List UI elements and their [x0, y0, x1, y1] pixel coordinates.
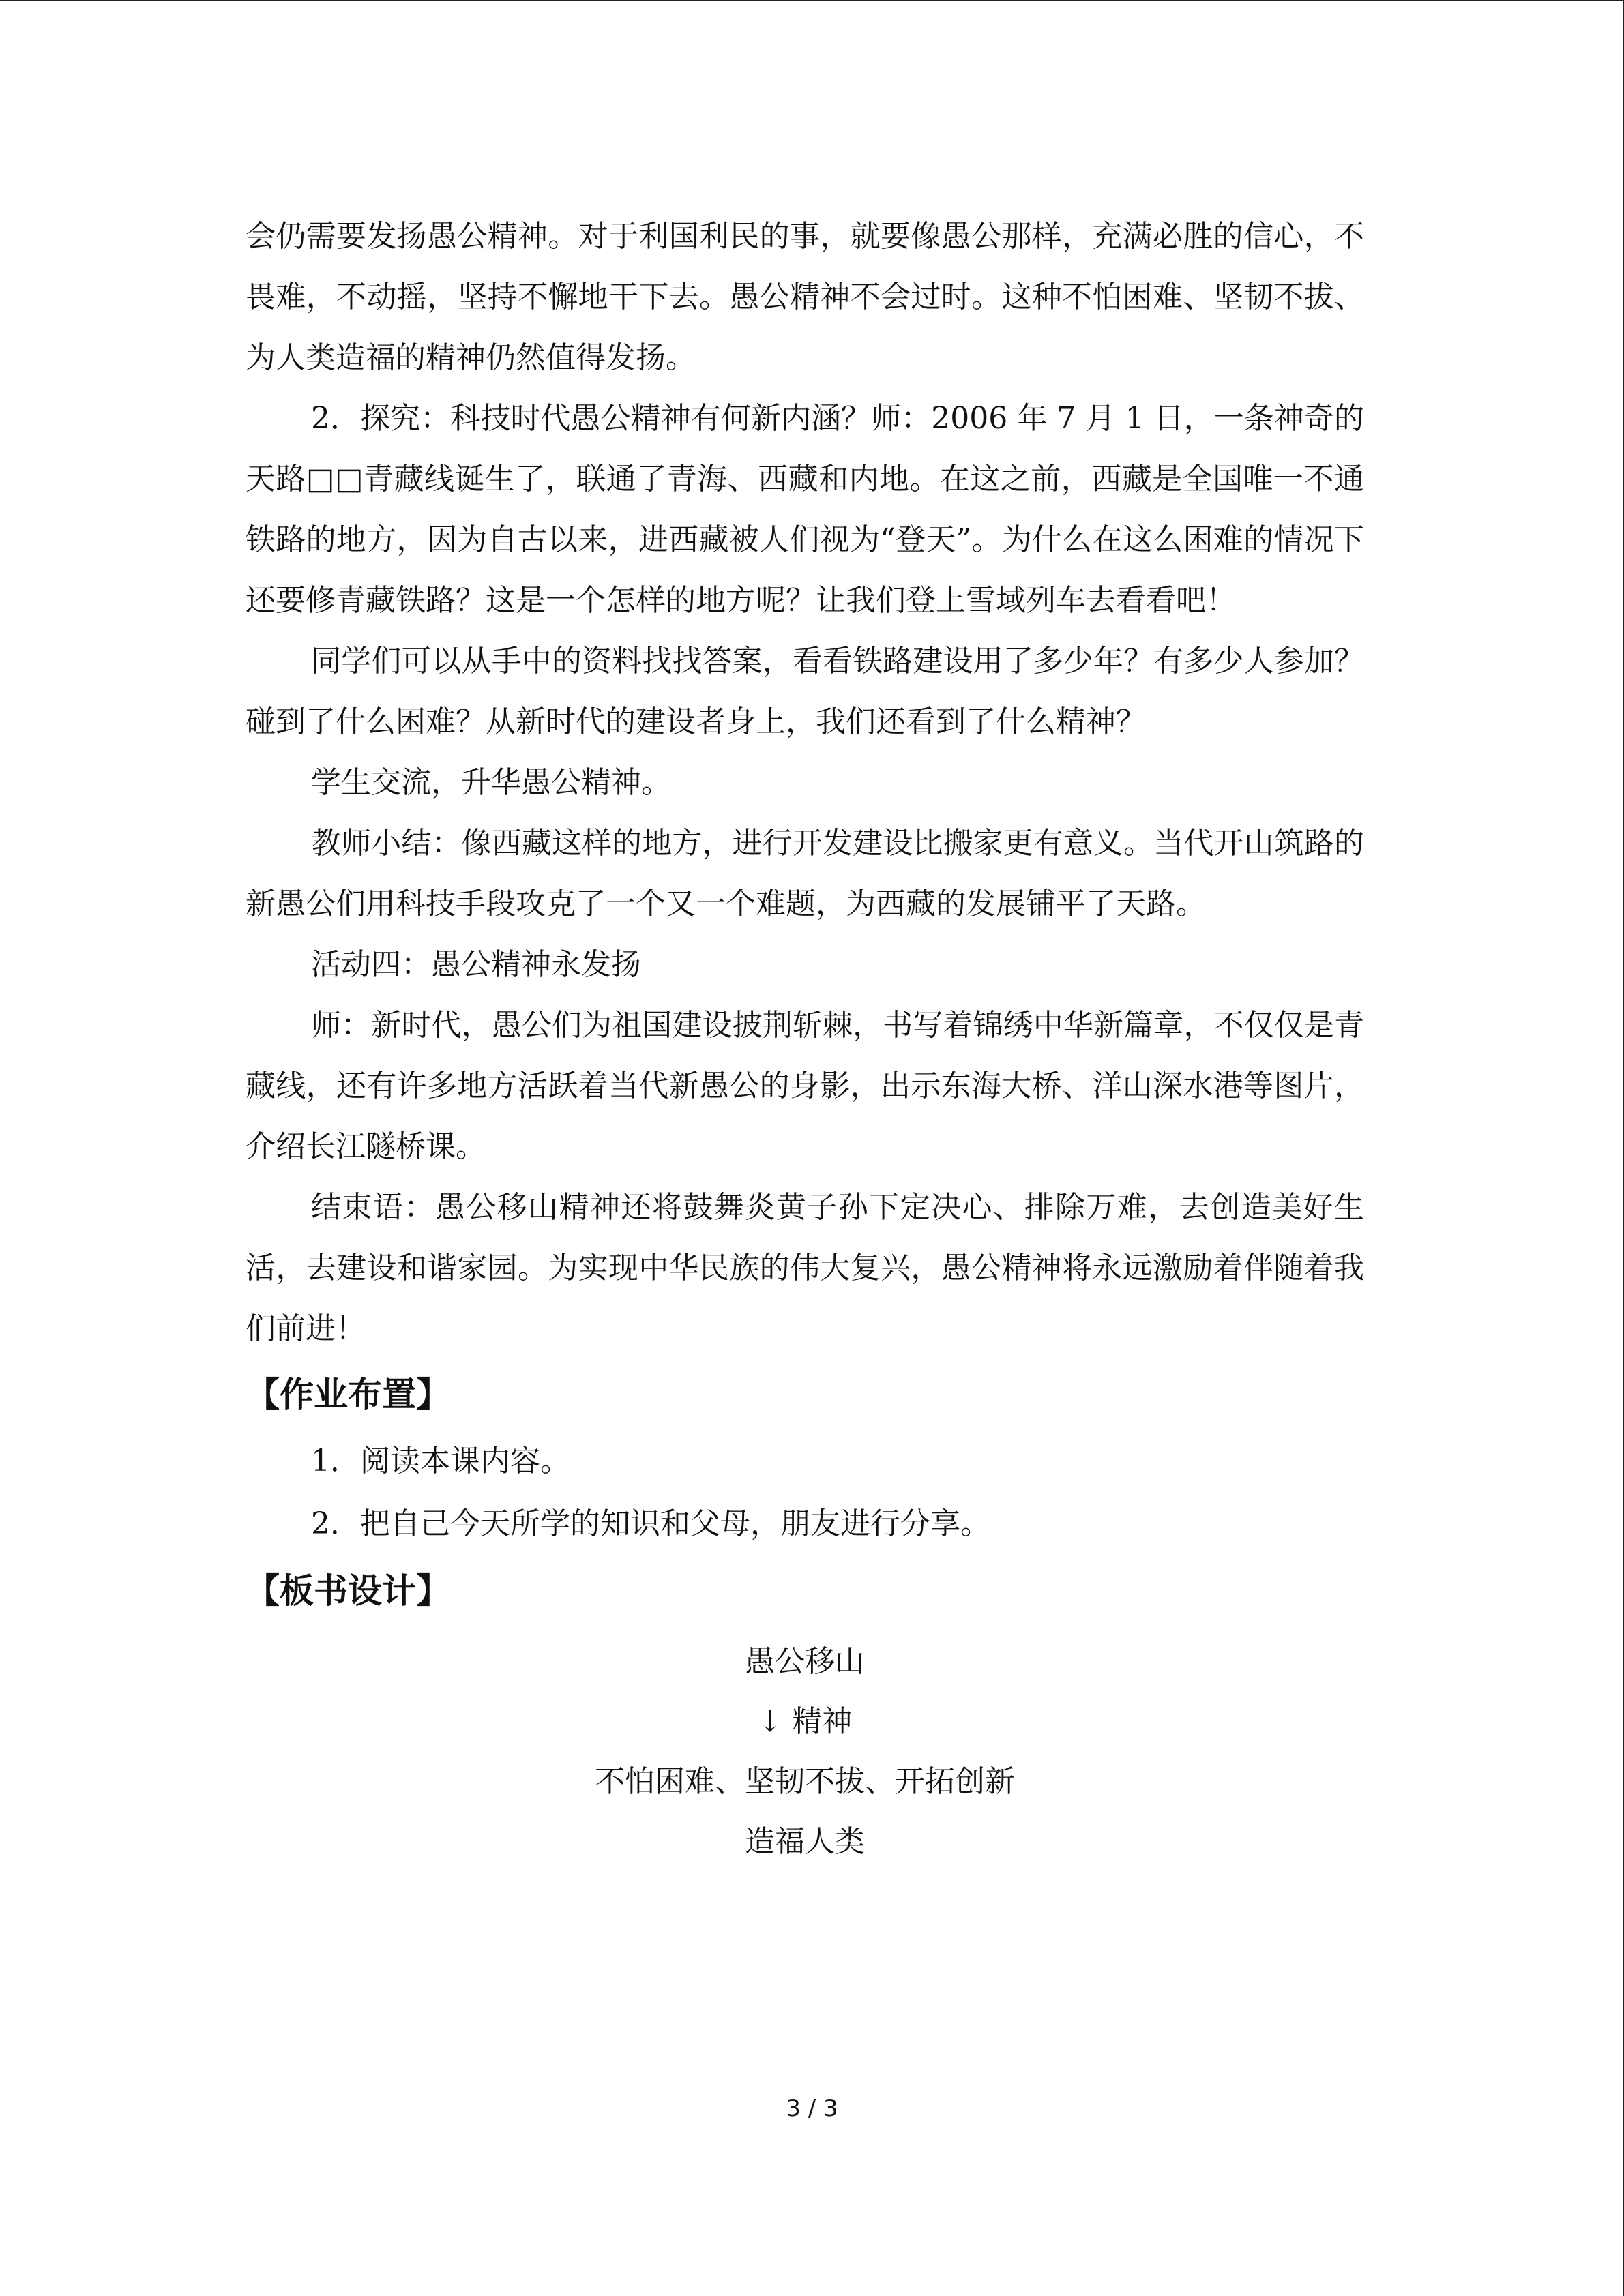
board-spirit-arrow: ↓ 精神	[757, 1704, 853, 1739]
board-design-heading: 【板书设计】	[246, 1571, 450, 1611]
homework-heading: 【作业布置】	[246, 1375, 450, 1414]
board-benefit: 造福人类	[745, 1824, 865, 1859]
board-title: 愚公移山	[745, 1644, 865, 1679]
paragraph-student-exchange: 学生交流，升华愚公精神。	[311, 765, 671, 800]
paragraph-explore-new-meaning: 2．探究：科技时代愚公精神有何新内涵？师：2006 年 7 月 1 日，一条神奇的天路□□青藏线诞生了，联通了青海、西藏和内地。在这之前，西藏是全国唯一不通铁路的地方，因为自古以来，进西藏被人们视为“登天”。为什么在这么困难的情况下还要修青藏铁路？这是一个怎样的地方呢？让我们登上雪域列车去看看吧！	[246, 401, 1364, 618]
document-body	[246, 206, 1364, 1872]
homework-item: 2．把自己今天所学的知识和父母，朋友进行分享。	[311, 1506, 990, 1541]
board-spirit-traits: 不怕困难、坚韧不拔、开拓创新	[595, 1764, 1015, 1799]
paragraph-closing-remarks: 结束语：愚公移山精神还将鼓舞炎黄子孙下定决心、排除万难，去创造美好生活，去建设和谐家园。为实现中华民族的伟大复兴，愚公精神将永远激励着伴随着我们前进！	[246, 1190, 1364, 1346]
page-number: 3 / 3	[786, 2095, 838, 2122]
paragraph-find-answers: 同学们可以从手中的资料找找答案，看看铁路建设用了多少年？有多少人参加？碰到了什么困难？从新时代的建设者身上，我们还看到了什么精神？	[246, 644, 1364, 739]
paragraph-teacher-summary: 教师小结：像西藏这样的地方，进行开发建设比搬家更有意义。当代开山筑路的新愚公们用科技手段攻克了一个又一个难题，为西藏的发展铺平了天路。	[246, 826, 1364, 921]
paragraph-new-era: 师：新时代，愚公们为祖国建设披荆斩棘，书写着锦绣中华新篇章，不仅仅是青藏线，还有许多地方活跃着当代新愚公的身影，出示东海大桥、洋山深水港等图片，介绍长江隧桥课。	[246, 1008, 1364, 1164]
homework-item: 1．阅读本课内容。	[311, 1444, 570, 1478]
board-design	[246, 1632, 1364, 1872]
paragraph-spirit-continues: 会仍需要发扬愚公精神。对于利国利民的事，就要像愚公那样，充满必胜的信心，不畏难，不动摇，坚持不懈地干下去。愚公精神不会过时。这种不怕困难、坚韧不拔、为人类造福的精神仍然值得发扬。	[246, 219, 1364, 375]
paragraph-activity-four: 活动四：愚公精神永发扬	[311, 947, 641, 982]
